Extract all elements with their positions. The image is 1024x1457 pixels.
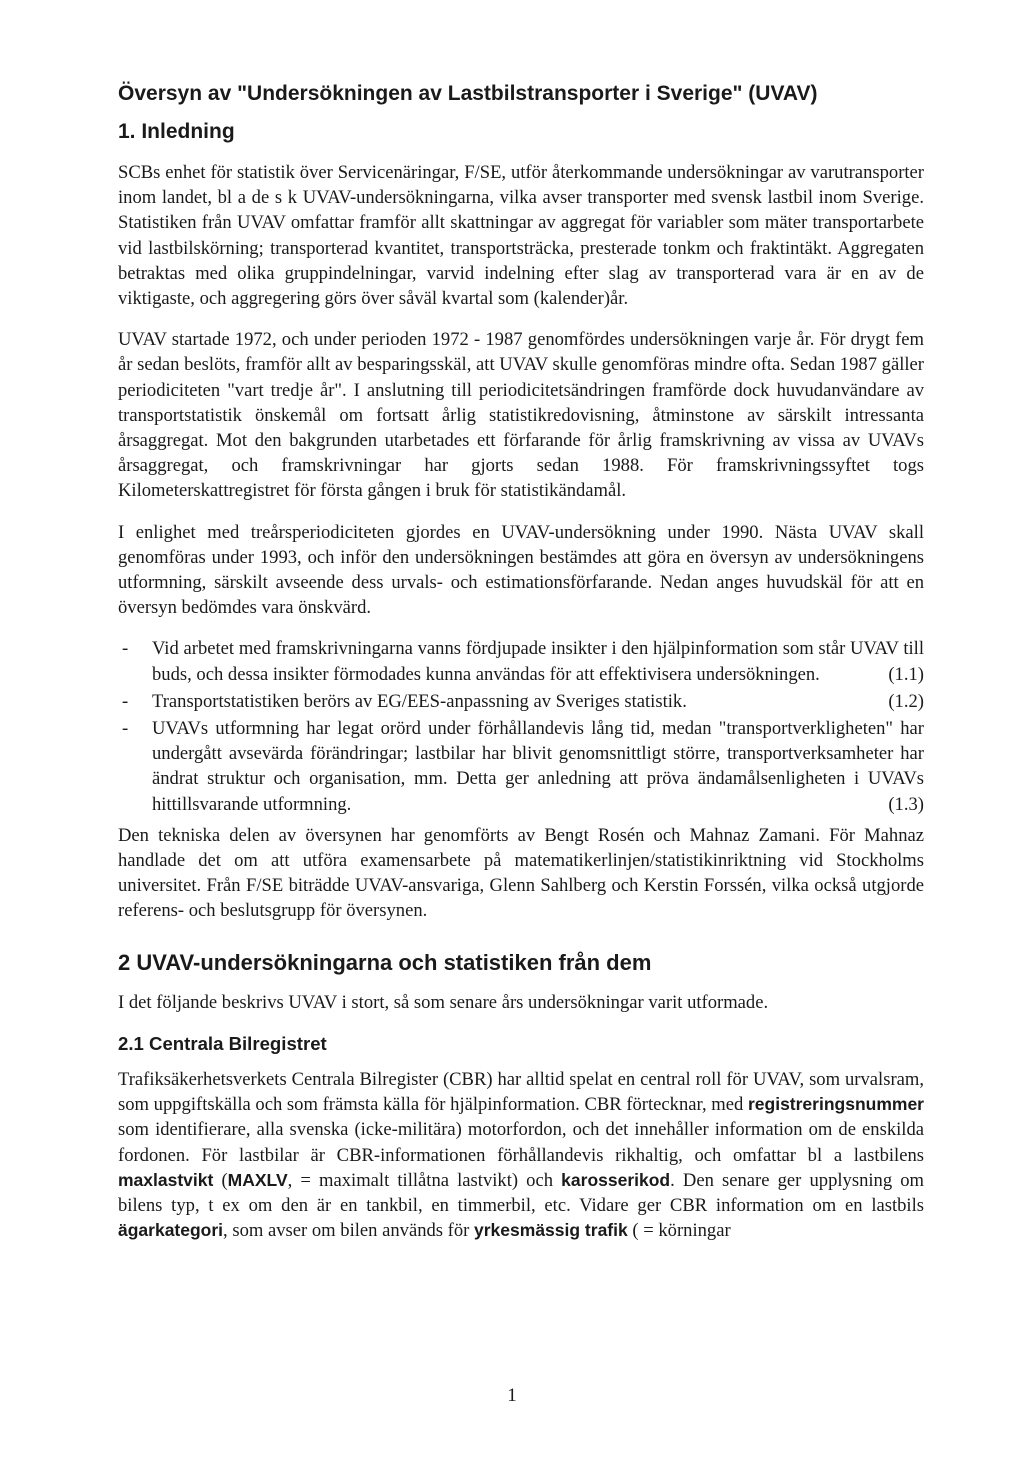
page-number: 1 bbox=[507, 1385, 517, 1406]
list-item bbox=[118, 716, 924, 817]
equation-reference: (1.3) bbox=[888, 793, 924, 815]
bold-term: yrkesmässig trafik bbox=[474, 1220, 628, 1241]
bold-term: maxlastvikt bbox=[118, 1169, 214, 1190]
document-page bbox=[118, 80, 924, 1259]
list-item-text: Transportstatistiken berörs av EG/EES-anpassning av Sveriges statistik. bbox=[152, 690, 687, 712]
list-dash: - bbox=[122, 638, 129, 660]
bold-term: karosserikod bbox=[561, 1169, 671, 1190]
document-title: Översyn av "Undersökningen av Lastbilstransporter i Sverige" (UVAV) bbox=[118, 82, 818, 105]
list-dash: - bbox=[122, 718, 129, 740]
bold-term: registreringsnummer bbox=[747, 1094, 924, 1115]
list-dash: - bbox=[122, 690, 129, 712]
paragraph-cbr: Trafiksäkerhetsverkets Centrala Bilregister (CBR) har alltid spelat en central roll för UVAV, som urvalsram, som uppgiftskälla och som främsta källa för hjälpinformation. CBR förtecknar, med registreringsnummer som identifierare, alla svenska (icke-militära) motorfordon, och det innehåller information om de enskilda fordonen. För lastbilar är CBR-informationen förhållandevis rikhaltig, och omfattar bl a lastbilens maxlastvikt (MAXLV, = maximalt tillåtna lastvikt) och karosserikod. Den senare ger upplysning om bilens typ, t ex om den är en tankbil, en timmerbil, etc. Vidare ger CBR information om en lastbils ägarkategori, som avser om bilen används för yrkesmässig trafik ( = körningar bbox=[118, 1068, 925, 1242]
paragraph: Den tekniska delen av översynen har genomförts av Bengt Rosén och Mahnaz Zamani. För Mahnaz handlade det om att utföra examensarbete på matematikerlinjen/statistikinriktning vid Stockholms universitet. Från F/SE biträdde UVAV-ansvariga, Glenn Sahlberg och Kerstin Forssén, vilka också utgjorde referens- och beslutsgrupp för översynen. bbox=[118, 824, 924, 922]
list-item-text: Vid arbetet med framskrivningarna vanns fördjupade insikter i den hjälpinformation som står UVAV till buds, och dessa insikter förmodades kunna användas för att effektivisera undersökningen. bbox=[152, 638, 924, 685]
paragraph: I enlighet med treårsperiodiciteten gjordes en UVAV-undersökning under 1990. Nästa UVAV skall genomföras under 1993, och inför den undersökningen bestämdes att göra en översyn av undersökningens utformning, särskilt avseende dess urvals- och estimationsförfarande. Nedan anges huvudskäl för att en översyn bedömdes vara önskvärd. bbox=[118, 521, 924, 619]
bold-term: MAXLV bbox=[227, 1169, 288, 1190]
list-item bbox=[118, 689, 924, 714]
paragraph: I det följande beskrivs UVAV i stort, så som senare års undersökningar varit utformade. bbox=[118, 991, 769, 1013]
section-heading-inledning: 1. Inledning bbox=[118, 120, 235, 143]
section-heading-uvav: 2 UVAV-undersökningarna och statistiken från dem bbox=[118, 949, 652, 975]
bold-term: ägarkategori bbox=[118, 1220, 224, 1241]
reasons-list bbox=[118, 636, 924, 816]
list-item bbox=[118, 636, 924, 686]
equation-reference: (1.1) bbox=[888, 663, 924, 685]
equation-reference: (1.2) bbox=[888, 690, 924, 712]
subsection-heading-bilregistret: 2.1 Centrala Bilregistret bbox=[118, 1032, 327, 1054]
paragraph: UVAV startade 1972, och under perioden 1972 - 1987 genomfördes undersökningen varje år. För drygt fem år sedan beslöts, framför allt av besparingsskäl, att UVAV skulle genomföras mindre ofta. Sedan 1987 gäller periodiciteten "vart tredje år". I anslutning till periodicitetsändringen framförde dock huvudanvändare av transportstatistik önskemål om fortsatt årlig statistikredovisning, åtminstone av särskilt intressanta årsaggregat. Mot den bakgrunden utarbetades ett förfarande för årlig framskrivning av vissa av UVAVs årsaggregat, och framskrivningar har gjorts sedan 1988. För framskrivningssyftet togs Kilometerskattregistret för första gången i bruk för statistikändamål. bbox=[118, 329, 924, 502]
list-item-text: UVAVs utformning har legat orörd under förhållandevis lång tid, medan "transportverkligheten" har undergått avsevärda förändringar; lastbilar har blivit genomsnittligt större, transportverksamheter har ändrat struktur och organisation, mm. Detta ger anledning att pröva ändamålsenligheten i UVAVs hittillsvarande utformning. bbox=[152, 718, 924, 815]
paragraph: SCBs enhet för statistik över Servicenäringar, F/SE, utför återkommande undersökningar av varutransporter inom landet, bl a de s k UVAV-undersökningarna, vilka avser transporter med svensk lastbil inom Sverige. Statistiken från UVAV omfattar framför allt skattningar av aggregat för variabler som mäter transportarbete vid lastbilskörning; transporterad kvantitet, transportsträcka, presterade tonkm och fraktintäkt. Aggregaten betraktas med olika gruppindelningar, varvid indelning efter slag av transporterad vara är en av de viktigaste, och aggregering görs över såväl kvartal som (kalender)år. bbox=[118, 162, 924, 310]
